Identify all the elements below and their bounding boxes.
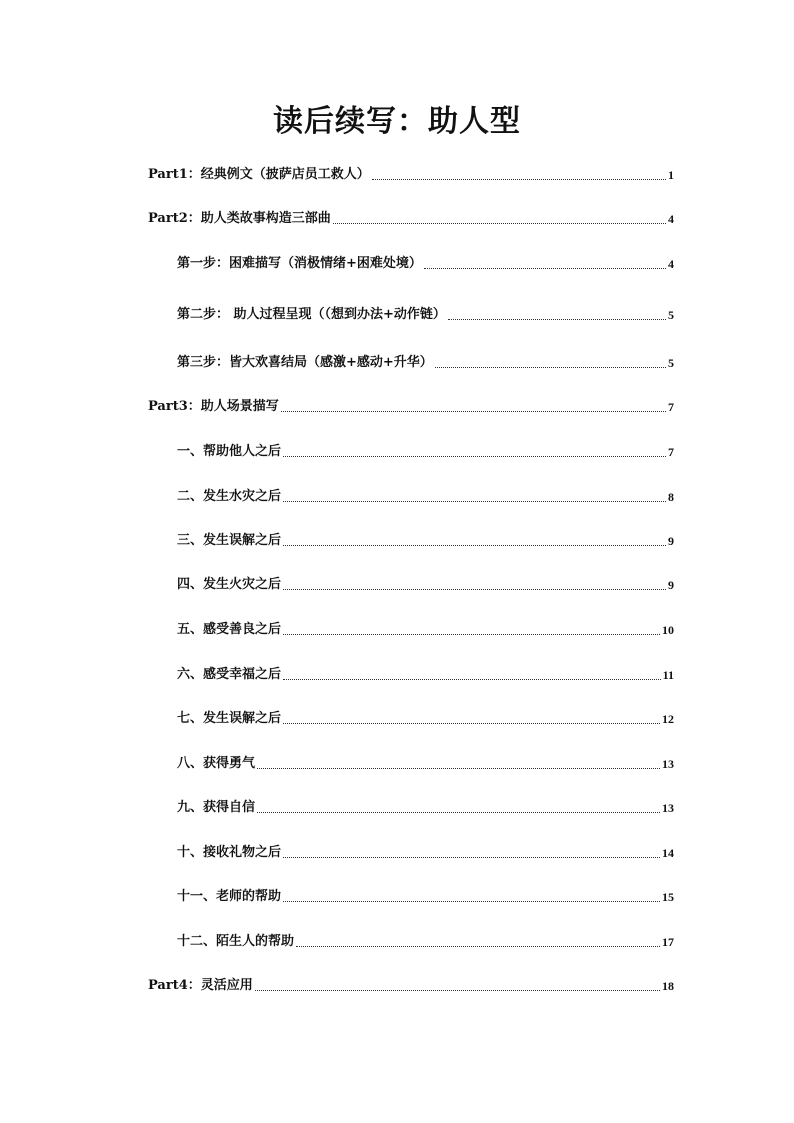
toc-entry-part4[interactable] — [148, 976, 674, 996]
toc-page-number: 8 — [668, 490, 674, 504]
toc-entry-text: Part4：灵活应用 — [148, 978, 253, 993]
toc-entry-text: 九、获得自信 — [177, 800, 256, 815]
toc-entry-scene-4[interactable] — [177, 575, 674, 595]
toc-entry-text: 第二步： 助人过程呈现（（想到办法+动作链） — [177, 307, 446, 322]
toc-entry-text: 八、获得勇气 — [177, 756, 256, 771]
toc-page-number: 17 — [662, 935, 674, 949]
toc-entry-text: 二、发生水灾之后 — [177, 489, 282, 504]
toc-entry-text: Part1：经典例文（披萨店员工救人） — [148, 167, 370, 182]
toc-dot-leader — [283, 723, 660, 724]
toc-entry-text: 五、感受善良之后 — [177, 622, 282, 637]
toc-page-number: 5 — [668, 356, 674, 370]
toc-entry-scene-3[interactable] — [177, 531, 674, 551]
toc-page-number: 1 — [668, 168, 674, 182]
toc-entry-scene-11[interactable] — [177, 887, 674, 907]
toc-page-number: 4 — [668, 257, 674, 271]
toc-page-number: 7 — [668, 445, 674, 459]
toc-page-number: 9 — [668, 578, 674, 592]
toc-dot-leader — [296, 946, 660, 947]
toc-dot-leader — [372, 179, 666, 180]
toc-dot-leader — [257, 812, 660, 813]
toc-entry-text: 四、发生火灾之后 — [177, 577, 282, 592]
toc-entry-scene-8[interactable] — [177, 754, 674, 774]
toc-entry-text: 十二、陌生人的帮助 — [177, 934, 295, 949]
toc-entry-part1[interactable] — [148, 165, 674, 185]
document-title: 读后续写：助人型 — [273, 104, 521, 139]
toc-entry-scene-1[interactable] — [177, 442, 674, 462]
toc-page-number: 11 — [662, 668, 674, 682]
toc-dot-leader — [255, 990, 660, 991]
toc-entry-scene-9[interactable] — [177, 798, 674, 818]
toc-dot-leader — [257, 768, 660, 769]
toc-entry-text: 七、发生误解之后 — [177, 711, 282, 726]
toc-page-number: 5 — [668, 308, 674, 322]
toc-page-number: 13 — [662, 801, 674, 815]
toc-dot-leader — [283, 589, 666, 590]
toc-entry-text: 六、感受幸福之后 — [177, 667, 282, 682]
toc-dot-leader — [283, 679, 661, 680]
toc-page-number: 9 — [668, 534, 674, 548]
toc-entry-step1[interactable] — [177, 254, 674, 274]
toc-page-number: 14 — [662, 846, 674, 860]
toc-entry-scene-5[interactable] — [177, 620, 674, 640]
toc-entry-text: 第一步：困难描写（消极情绪+困难处境） — [177, 256, 422, 271]
toc-entry-scene-6[interactable] — [177, 665, 674, 685]
toc-dot-leader — [283, 634, 660, 635]
toc-dot-leader — [283, 857, 660, 858]
toc-page-number: 12 — [662, 712, 674, 726]
toc-entry-step2[interactable] — [177, 305, 674, 325]
toc-entry-text: 十、接收礼物之后 — [177, 845, 282, 860]
toc-entry-step3[interactable] — [177, 353, 674, 373]
toc-entry-text: 三、发生误解之后 — [177, 533, 282, 548]
toc-entry-scene-2[interactable] — [177, 487, 674, 507]
toc-dot-leader — [283, 456, 666, 457]
toc-dot-leader — [283, 901, 660, 902]
toc-dot-leader — [283, 501, 666, 502]
toc-entry-part2[interactable] — [148, 209, 674, 229]
toc-entry-text: 十一、老师的帮助 — [177, 889, 282, 904]
toc-page-number: 10 — [662, 623, 674, 637]
toc-entry-text: 一、帮助他人之后 — [177, 444, 282, 459]
toc-page-number: 7 — [668, 400, 674, 414]
toc-dot-leader — [448, 319, 666, 320]
toc-page-number: 13 — [662, 757, 674, 771]
toc-entry-scene-7[interactable] — [177, 709, 674, 729]
toc-dot-leader — [281, 411, 666, 412]
toc-entry-scene-12[interactable] — [177, 932, 674, 952]
toc-entry-scene-10[interactable] — [177, 843, 674, 863]
toc-entry-text: 第三步：皆大欢喜结局（感激+感动+升华） — [177, 355, 433, 370]
toc-dot-leader — [333, 223, 666, 224]
toc-entry-text: Part2：助人类故事构造三部曲 — [148, 211, 331, 226]
toc-entry-part3[interactable] — [148, 397, 674, 417]
toc-dot-leader — [435, 367, 666, 368]
toc-page-number: 4 — [668, 212, 674, 226]
toc-dot-leader — [283, 545, 666, 546]
toc-page-number: 15 — [662, 890, 674, 904]
toc-page-number: 18 — [662, 979, 674, 993]
toc-entry-text: Part3：助人场景描写 — [148, 399, 279, 414]
toc-dot-leader — [424, 268, 666, 269]
